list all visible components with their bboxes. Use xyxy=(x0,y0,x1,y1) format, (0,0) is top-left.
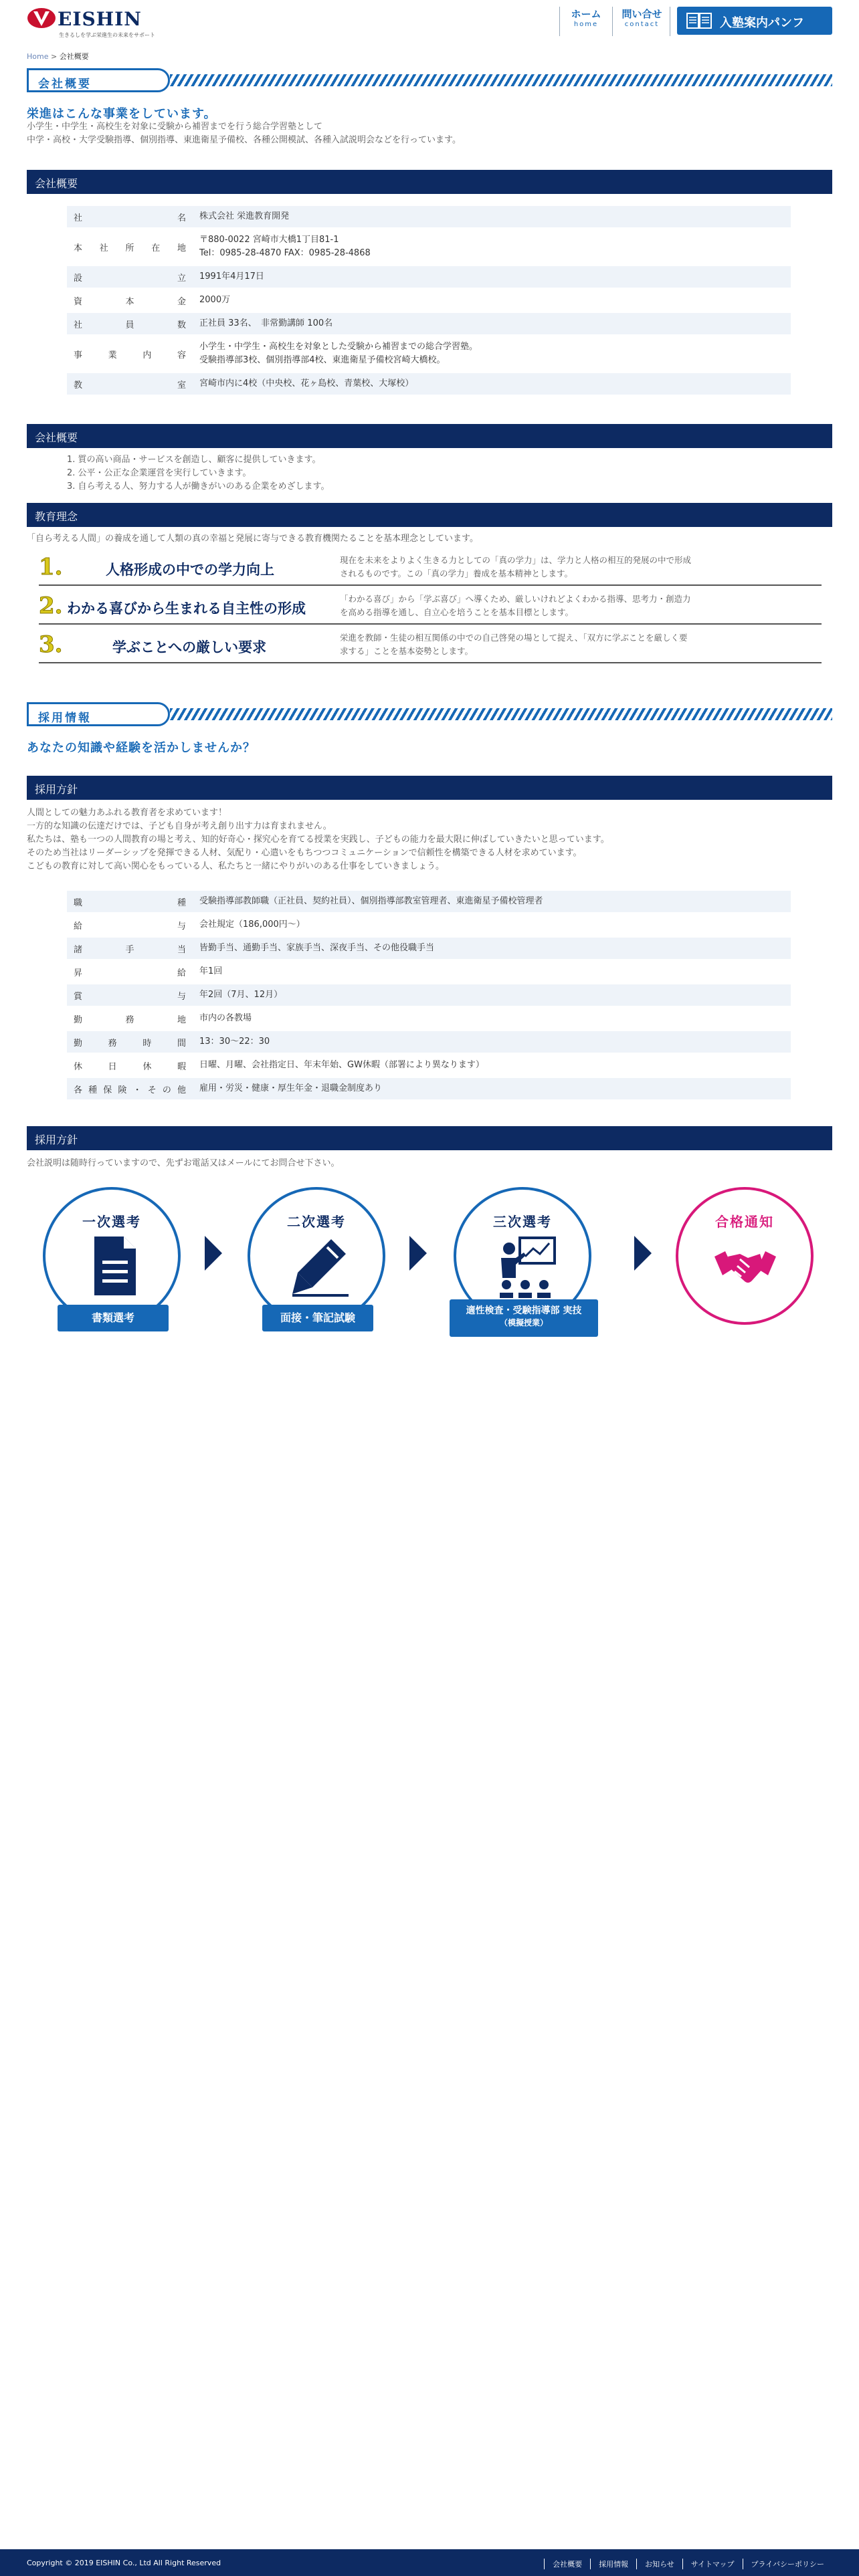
company-lead: 栄進はこんな事業をしています。 xyxy=(27,107,217,121)
list-item: 2. 公平・公正な企業運営を実行していきます。 xyxy=(67,468,252,478)
footer-link[interactable]: 採用情報 xyxy=(590,2559,636,2569)
heading-stripe xyxy=(170,74,832,86)
arrow-right-icon xyxy=(205,1236,222,1271)
row-value: 皆勤手当、通勤手当、家族手当、深夜手当、その他役職手当 xyxy=(199,943,435,953)
table-row xyxy=(67,938,791,961)
policy-line: 一方的な知識の伝達だけでは、子ども自身が考え創り出す力は育まれません。 xyxy=(27,821,332,831)
table-row xyxy=(67,1078,791,1101)
document-icon xyxy=(82,1234,147,1298)
breadcrumb-current: 会社概要 xyxy=(59,52,89,61)
desc-line: 栄進を教師・生徒の相互関係の中での自己啓発の場として捉え、「双方に学ぶことを厳しく要 xyxy=(340,633,688,643)
step-circle xyxy=(676,1187,814,1325)
recruit-policy-bar xyxy=(27,776,832,800)
company-intro xyxy=(27,120,461,147)
recruit-section-heading xyxy=(27,702,832,726)
pamphlet-button[interactable] xyxy=(677,7,832,35)
breadcrumb-home[interactable]: Home xyxy=(27,52,49,61)
row-value: Tel：0985-28-4870 FAX：0985-28-4868 xyxy=(199,248,371,258)
philosophy-desc xyxy=(340,593,755,619)
row-value: 株式会社 栄進教育開発 xyxy=(199,211,290,221)
table-row xyxy=(67,206,791,229)
pencil-icon xyxy=(287,1234,351,1298)
footer-link[interactable]: 会社概要 xyxy=(544,2559,590,2569)
philosophy-intro: 「自ら考える人間」の養成を通して人類の真の幸福と発展に寄与できる教育機関たることを基本理念としています。 xyxy=(27,534,478,544)
row-value: 受験指導部3校、個別指導部4校、東進衛星予備校宮崎大橋校。 xyxy=(199,355,446,365)
row-label: 職種 xyxy=(74,897,186,908)
logo-text: EISHIN xyxy=(58,8,142,30)
row-value: 雇用・労災・健康・厚生年金・退職金制度あり xyxy=(199,1083,383,1093)
copyright: Copyright © 2019 EISHIN Co., Ltd All Right Reserved xyxy=(27,2559,221,2567)
desc-line: されるものです。この「真の学力」養成を基本精神とします。 xyxy=(340,568,573,578)
row-label: 教室 xyxy=(74,380,186,391)
company-intro-line: 小学生・中学生・高校生を対象に受験から補習までを行う総合学習塾として xyxy=(27,122,323,132)
table-row xyxy=(67,1055,791,1078)
philosophy-heading: 人格形成の中での学力向上 xyxy=(106,562,274,578)
book-icon xyxy=(686,13,712,29)
row-value: 宮崎市内に4校（中央校、花ヶ島校、青葉校、大塚校） xyxy=(199,379,414,389)
policy-list xyxy=(67,453,330,494)
row-value: 小学生・中学生・高校生を対象とした受験から補習までの総合学習塾。 xyxy=(199,342,478,352)
breadcrumb-separator: > xyxy=(50,52,58,61)
step-badge: 書類選考 xyxy=(58,1305,169,1331)
overview-bar xyxy=(27,170,832,194)
flow-step-2 xyxy=(248,1187,388,1334)
table-row xyxy=(67,961,791,984)
policy-line: 人間としての魅力あふれる教育者を求めています！ xyxy=(27,808,227,818)
overview-title: 会社概要 xyxy=(35,177,78,190)
step-title: 二次選考 xyxy=(287,1214,346,1230)
row-label: 勤務時間 xyxy=(74,1038,186,1049)
row-label: 各種保険・その他 xyxy=(74,1085,186,1095)
row-label: 勤務地 xyxy=(74,1014,186,1025)
heading-stripe xyxy=(170,708,832,720)
table-row xyxy=(67,1008,791,1031)
footer-links xyxy=(544,2559,832,2569)
row-label: 給与 xyxy=(74,921,186,932)
row-label: 諸手当 xyxy=(74,944,186,955)
teacher-icon xyxy=(493,1234,557,1298)
philosophy-bar xyxy=(27,503,832,527)
handshake-icon xyxy=(713,1237,777,1301)
philosophy-desc xyxy=(340,554,755,580)
row-value: 年1回 xyxy=(199,966,223,976)
logo-mark-icon xyxy=(27,7,60,29)
nav-contact-label: 問い合せ xyxy=(622,8,662,20)
table-row xyxy=(67,1031,791,1055)
eishin-logo[interactable] xyxy=(27,7,161,39)
arrow-right-icon xyxy=(409,1236,427,1271)
philosophy-number: 2. xyxy=(39,593,63,619)
philosophy-item xyxy=(39,590,822,625)
nav-home-sublabel: home xyxy=(573,21,599,28)
flow-step-1 xyxy=(43,1187,183,1334)
recruit-table xyxy=(67,891,791,1101)
policy-bar xyxy=(27,424,832,448)
row-value: 日曜、月曜、会社指定日、年末年始、GW休暇（部署により異なります） xyxy=(199,1060,484,1070)
flow-step-4 xyxy=(676,1187,816,1334)
table-row xyxy=(67,373,791,397)
company-intro-line: 中学・高校・大学受験指導、個別指導、東進衛星予備校、各種公開模試、各種入試説明会などを行っています。 xyxy=(27,135,461,145)
step-badge: 面接・筆記試験 xyxy=(262,1305,373,1331)
table-row xyxy=(67,229,791,266)
philosophy-number: 1. xyxy=(39,554,63,580)
desc-line: 求する」ことを基本姿勢とします。 xyxy=(340,646,474,656)
philosophy-desc xyxy=(340,631,755,658)
row-label: 賞与 xyxy=(74,991,186,1002)
company-table xyxy=(67,206,791,397)
row-label: 休日休暇 xyxy=(74,1061,186,1072)
company-tab xyxy=(27,68,170,92)
desc-line: 「わかる喜び」から「学ぶ喜び」へ導くため、厳しいけれどよくわかる指導、思考力・創造力 xyxy=(340,594,691,604)
policy-line: 私たちは、塾も一つの人間教育の場と考え、知的好奇心・探究心を育てる授業を実践し、子どもの能力を最大限に伸ばしていきたいと思っています。 xyxy=(27,835,609,845)
flow-title: 採用方針 xyxy=(35,1134,78,1146)
flow-bar xyxy=(27,1126,832,1150)
row-value: 年2回（7月、12月） xyxy=(199,990,283,1000)
site-header xyxy=(0,0,859,43)
footer-link[interactable]: サイトマップ xyxy=(682,2559,743,2569)
desc-line: を高める指導を通し、自立心を培うことを基本目標とします。 xyxy=(340,607,574,617)
recruit-policy-text xyxy=(27,807,609,873)
row-value: 受験指導部教師職（正社員、契約社員）、個別指導部教室管理者、東進衛星予備校管理者 xyxy=(199,896,543,906)
recruit-policy-title: 採用方針 xyxy=(35,783,78,796)
philosophy-item xyxy=(39,551,822,586)
recruit-tab-label: 採用情報 xyxy=(38,712,92,725)
table-row xyxy=(67,266,791,290)
philosophy-heading: わかる喜びから生まれる自主性の形成 xyxy=(67,601,306,617)
arrow-right-icon xyxy=(634,1236,652,1271)
recruit-tab xyxy=(27,702,170,726)
policy-title: 会社概要 xyxy=(35,431,78,444)
row-label: 昇給 xyxy=(74,968,186,978)
logo-tagline: 生きるしを学ぶ栄進生の未来をサポート xyxy=(59,32,155,38)
nav-contact[interactable] xyxy=(614,7,670,36)
row-label: 社員数 xyxy=(74,320,186,330)
footer-link[interactable]: プライバシーポリシー xyxy=(743,2559,832,2569)
step-badge-label: 適性検査・受験指導部 実技 xyxy=(466,1305,582,1316)
table-row xyxy=(67,891,791,914)
row-value: 13：30〜22：30 xyxy=(199,1037,270,1047)
table-row xyxy=(67,313,791,336)
row-value: 2000万 xyxy=(199,295,231,305)
row-label: 社名 xyxy=(74,213,186,223)
row-value: 1991年4月17日 xyxy=(199,272,264,282)
list-item: 3. 自ら考える人、努力する人が働きがいのある企業をめざします。 xyxy=(67,481,330,492)
site-footer xyxy=(0,2549,859,2576)
philosophy-heading: 学ぶことへの厳しい要求 xyxy=(112,639,267,655)
step-badge xyxy=(450,1299,598,1337)
philosophy-item xyxy=(39,629,822,663)
table-row xyxy=(67,290,791,313)
company-tab-label: 会社概要 xyxy=(38,78,92,91)
row-label: 設立 xyxy=(74,273,186,284)
row-label: 資本金 xyxy=(74,296,186,307)
company-section-heading xyxy=(27,68,832,92)
step-badge-sublabel: （模擬授業） xyxy=(499,1318,548,1327)
policy-line: こどもの教育に対して高い関心をもっている人、私たちと一緒にやりがいのある仕事をしていきましょう。 xyxy=(27,861,445,871)
footer-link[interactable]: お知らせ xyxy=(636,2559,682,2569)
flow-step-3 xyxy=(454,1187,594,1334)
table-row xyxy=(67,914,791,938)
row-value: 会社規定（186,000円〜） xyxy=(199,920,305,930)
desc-line: 現在を未来をよりよく生きる力としての「真の学力」は、学力と人格の相互的発展の中で形成 xyxy=(340,555,692,565)
flow-intro: 会社説明は随時行っていますので、先ずお電話又はメールにてお問合せ下さい。 xyxy=(27,1158,340,1168)
recruit-lead: あなたの知識や経験を活かしませんか？ xyxy=(27,741,256,755)
row-value: 市内の各教場 xyxy=(199,1013,252,1023)
table-row xyxy=(67,336,791,373)
row-label: 本社所在地 xyxy=(74,243,186,253)
table-row xyxy=(67,984,791,1008)
list-item: 1. 質の高い商品・サービスを創造し、顧客に提供していきます。 xyxy=(67,455,321,465)
nav-home[interactable] xyxy=(559,7,613,36)
pamphlet-label: 入塾案内パンフ xyxy=(720,16,804,30)
policy-line: そのため当社はリーダーシップを発揮できる人材、気配り・心遣いをもちつつコミュニケーションで信頼性を構築できる人材を求めています。 xyxy=(27,848,582,858)
philosophy-number: 3. xyxy=(39,631,63,658)
step-title: 合格通知 xyxy=(715,1214,774,1230)
step-title: 一次選考 xyxy=(82,1214,141,1230)
philosophy-title: 教育理念 xyxy=(35,510,78,523)
row-value: 〒880-0022 宮崎市大橋1丁目81-1 xyxy=(199,235,339,245)
row-label: 事業内容 xyxy=(74,350,186,360)
step-title: 三次選考 xyxy=(493,1214,552,1230)
nav-home-label: ホーム xyxy=(571,8,601,20)
nav-contact-sublabel: contact xyxy=(624,21,660,28)
row-value: 正社員 33名、 非常勤講師 100名 xyxy=(199,318,333,328)
breadcrumb xyxy=(27,51,89,62)
